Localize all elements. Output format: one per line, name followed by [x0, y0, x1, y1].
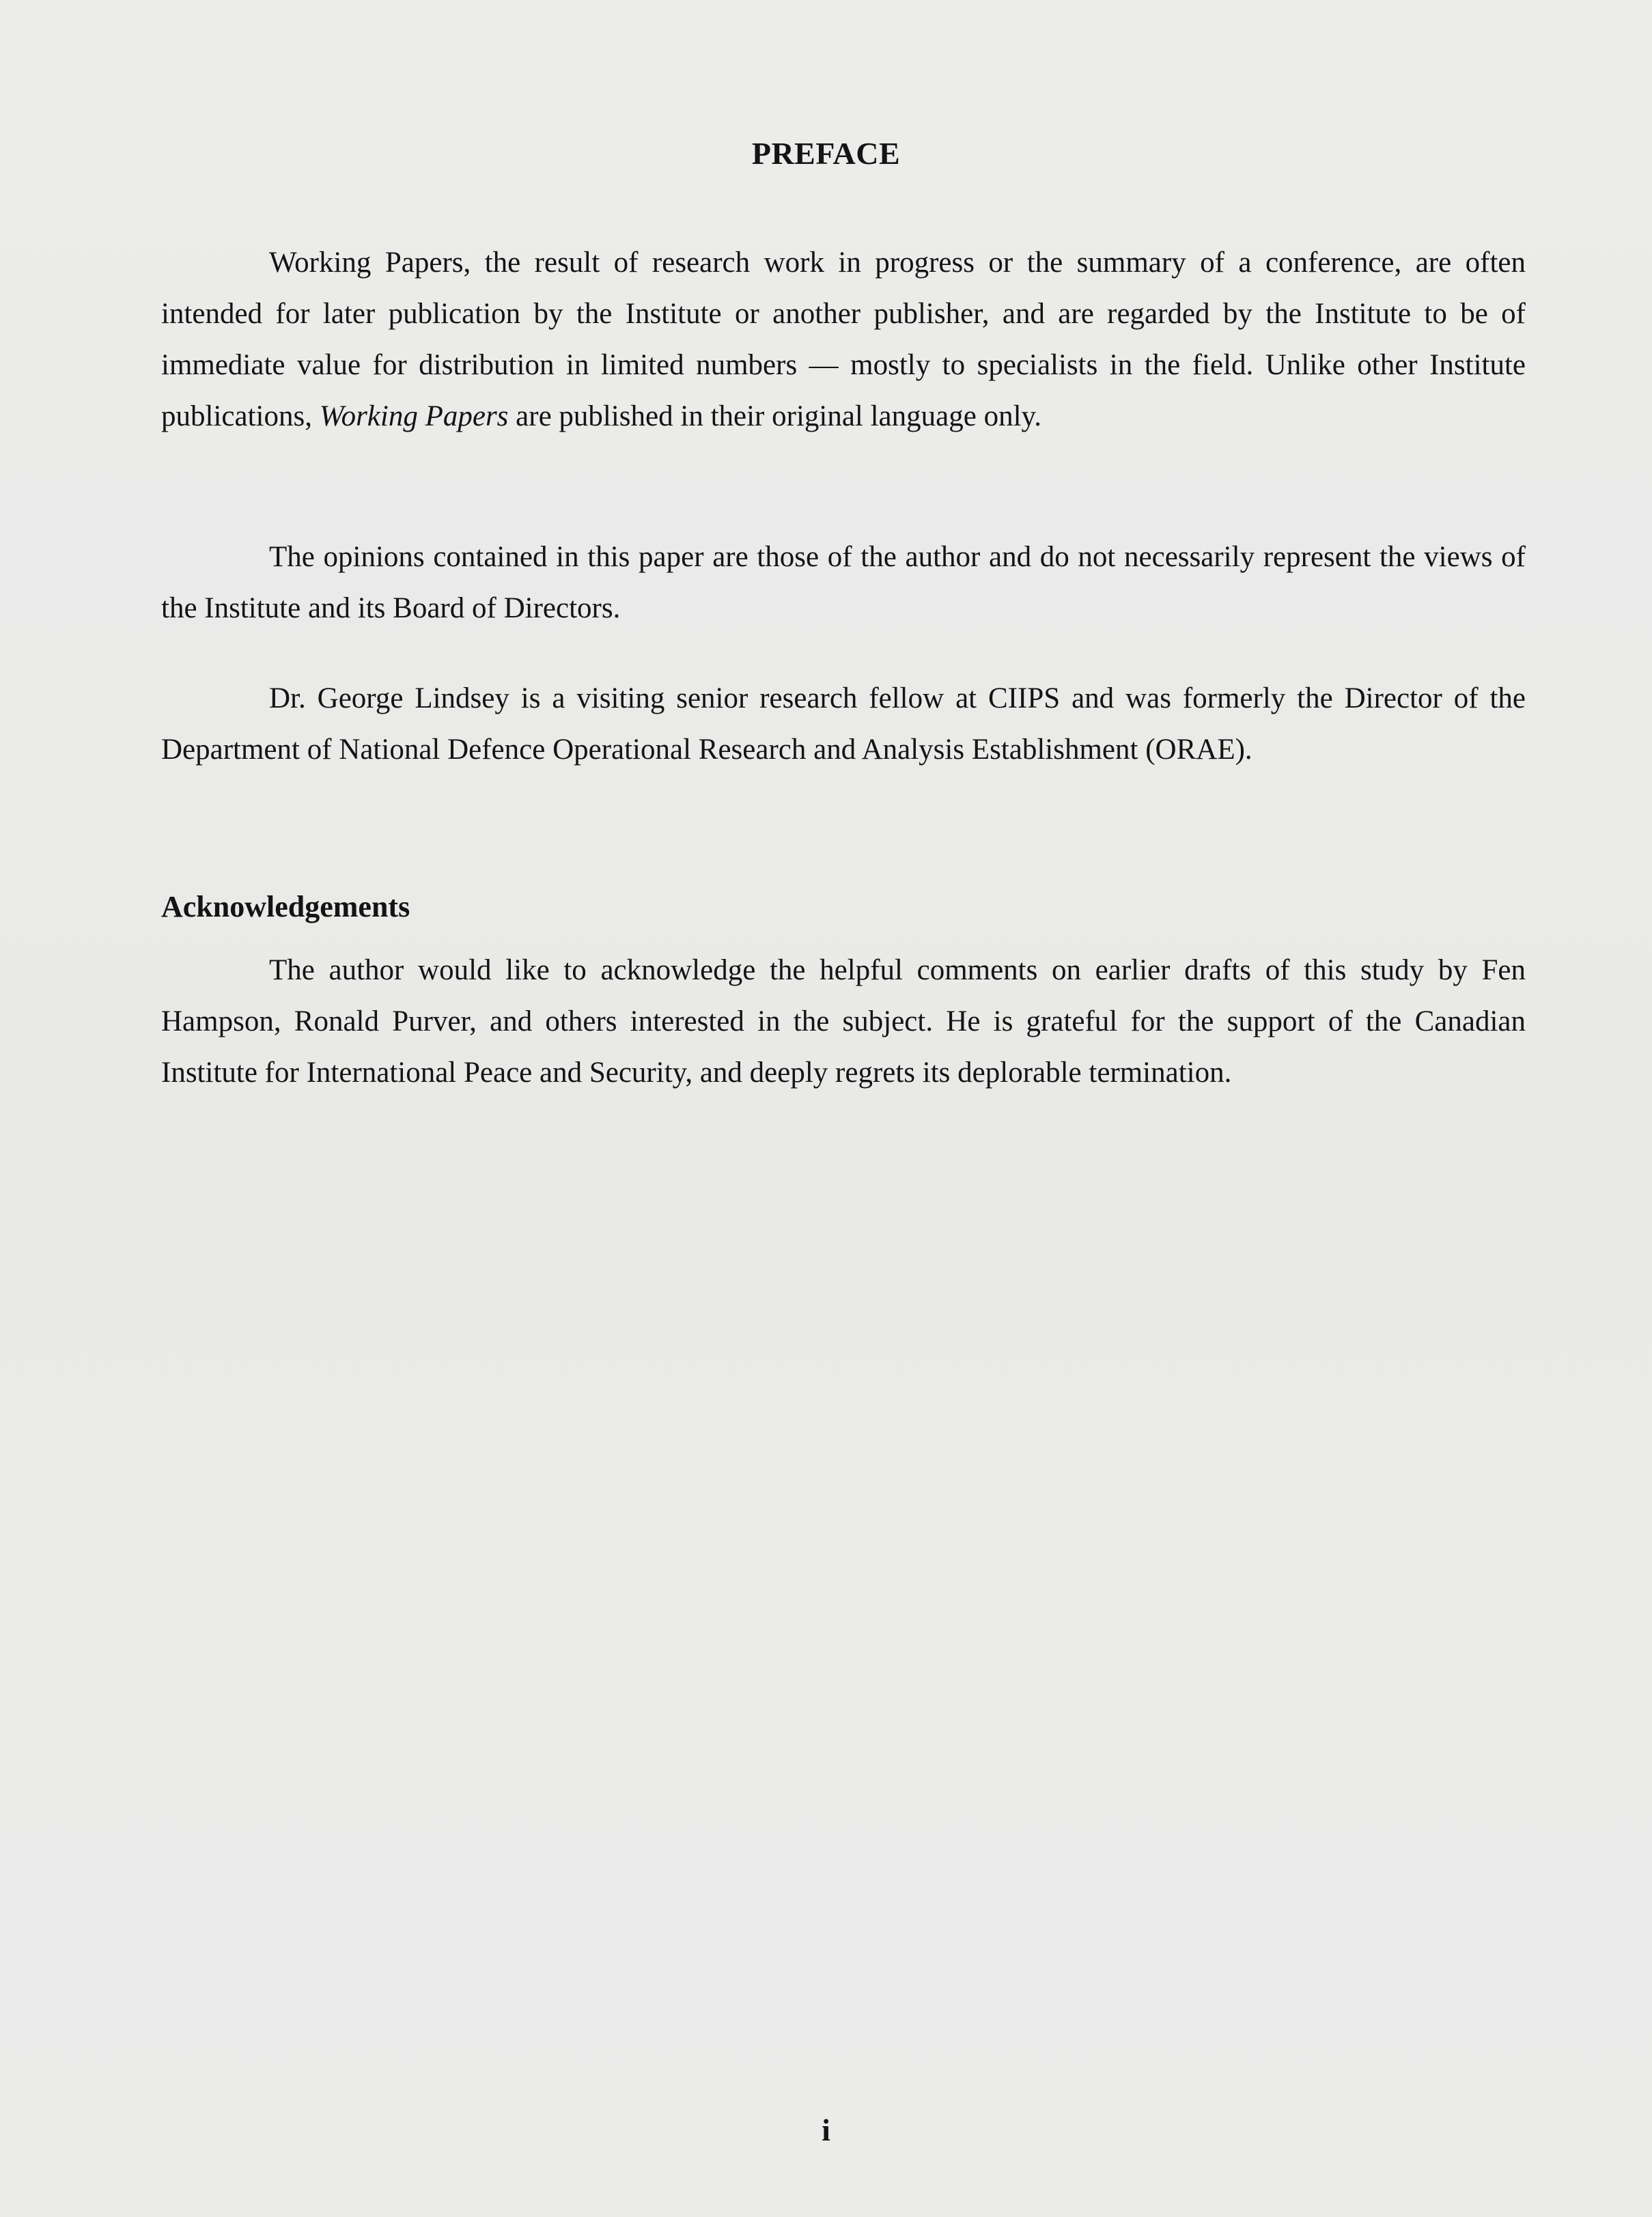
preface-text-part: are published in their original language only.: [508, 400, 1041, 432]
working-papers-italic: Working Papers: [319, 400, 509, 432]
page-number: i: [822, 2113, 830, 2147]
preface-paragraph-author: Dr. George Lindsey is a visiting senior research fellow at CIIPS and was formerly the Director of the Department of National Defence Operational Research and Analysis Establishment (ORAE).: [161, 682, 1526, 766]
acknowledgements-heading: Acknowledgements: [161, 890, 410, 923]
preface-paragraph-opinions: The opinions contained in this paper are those of the author and do not necessarily represent the views of the Institute and its Board of Directors.: [161, 541, 1526, 624]
page-title: PREFACE: [751, 136, 901, 171]
acknowledgements-paragraph: The author would like to acknowledge the helpful comments on earlier drafts of this study by Fen Hampson, Ronald Purver, and others interested in the subject. He is grateful for the support of the Canadian Institute for International Peace and Security, and deeply regrets its deplorable termination.: [161, 954, 1526, 1089]
preface-text-part: Working Papers, the result of research work in progress or the summary of a conference, are often intended for later publication by the Institute or another publisher, and are regarded by the Institute to be of immediate value for distribution in limited numbers — mostly to specialists in the field. Unlike other Institute publications,: [161, 247, 1526, 432]
preface-paragraph-working-papers: [161, 237, 1526, 442]
